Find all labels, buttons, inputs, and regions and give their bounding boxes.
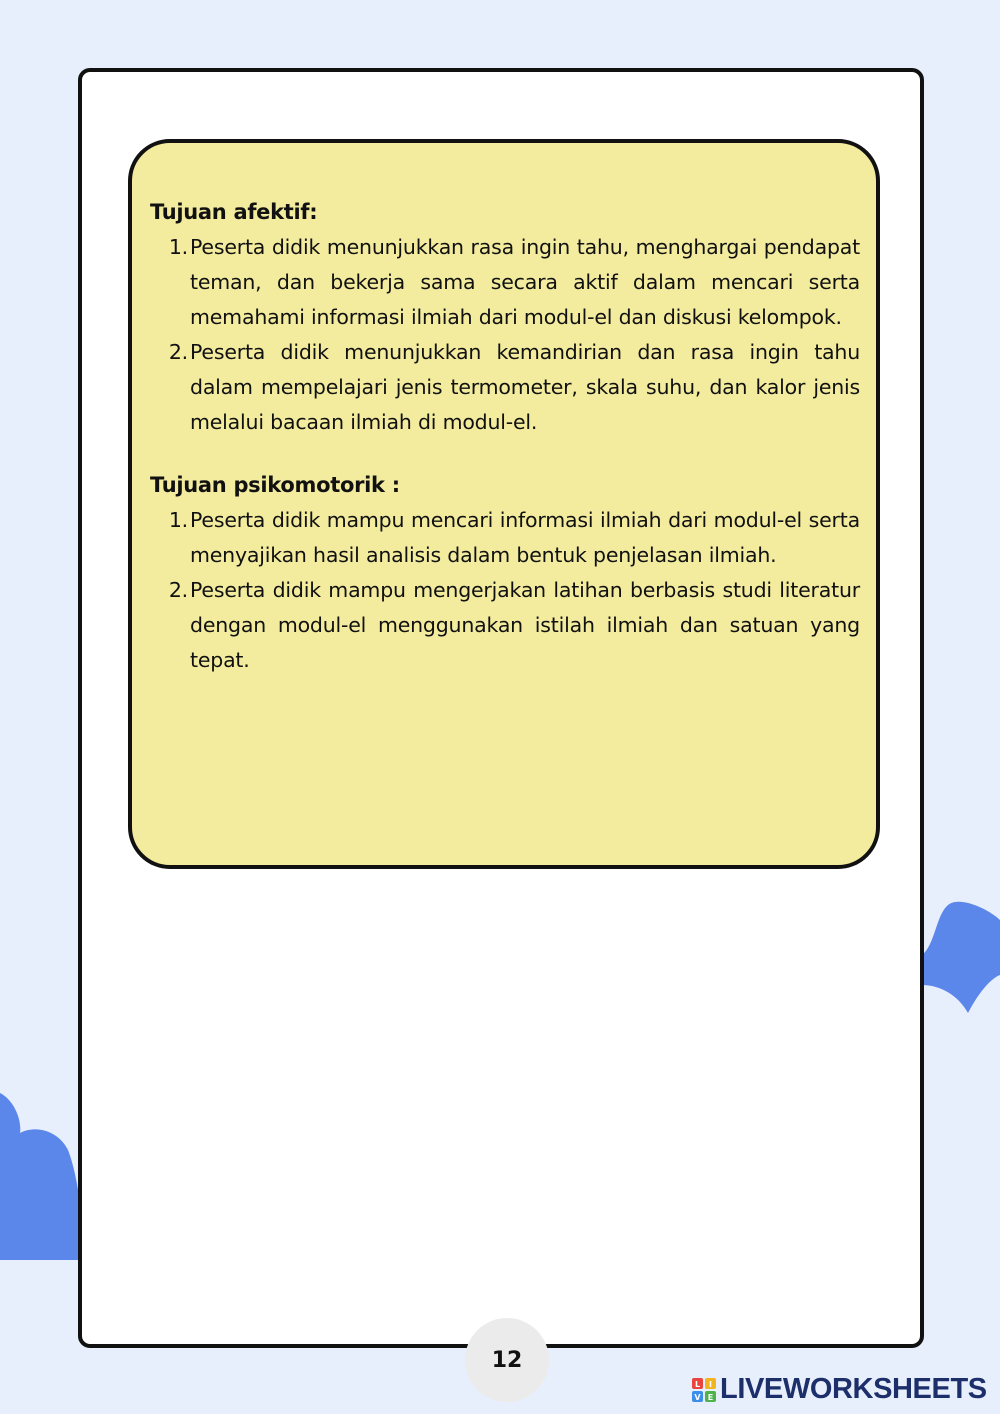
psychomotor-heading: Tujuan psikomotorik : [150, 473, 400, 497]
list-item [150, 335, 860, 440]
affective-heading: Tujuan afektif: [150, 200, 318, 224]
affective-list [150, 230, 860, 440]
list-item [150, 573, 860, 678]
logo-letter: E [707, 1392, 714, 1402]
list-item [150, 230, 860, 335]
list-text: Peserta didik mampu mengerjakan latihan berbasis studi literatur dengan modul-el menggunakan istilah ilmiah dan satuan yang tepat. [190, 578, 860, 672]
page-number: 12 [465, 1318, 549, 1402]
right-wave-decoration [922, 902, 1000, 1013]
list-number: 1. [168, 235, 188, 259]
list-item [150, 503, 860, 573]
psychomotor-list [150, 503, 860, 678]
list-number: 2. [168, 340, 188, 364]
liveworksheets-brand[interactable] [692, 1373, 987, 1406]
left-wave-decoration [0, 1093, 80, 1260]
liveworksheets-wordmark: LIVEWORKSHEETS [720, 1373, 987, 1405]
logo-letter: V [694, 1392, 701, 1402]
learning-objectives-box [128, 139, 880, 869]
section-spacer [150, 440, 860, 468]
list-text: Peserta didik menunjukkan rasa ingin tahu, menghargai pendapat teman, dan bekerja sama secara aktif dalam mencari serta memahami informasi ilmiah dari modul-el dan diskusi kelompok. [190, 235, 860, 329]
logo-letter: L [694, 1379, 701, 1389]
list-text: Peserta didik menunjukkan kemandirian dan rasa ingin tahu dalam mempelajari jenis termometer, skala suhu, dan kalor jenis melalui bacaan ilmiah di modul-el. [190, 340, 860, 434]
logo-letter: I [709, 1379, 712, 1389]
list-number: 2. [168, 578, 188, 602]
liveworksheets-logo-icon [692, 1378, 716, 1402]
list-text: Peserta didik mampu mencari informasi ilmiah dari modul-el serta menyajikan hasil analisis dalam bentuk penjelasan ilmiah. [190, 508, 860, 567]
list-number: 1. [168, 508, 188, 532]
